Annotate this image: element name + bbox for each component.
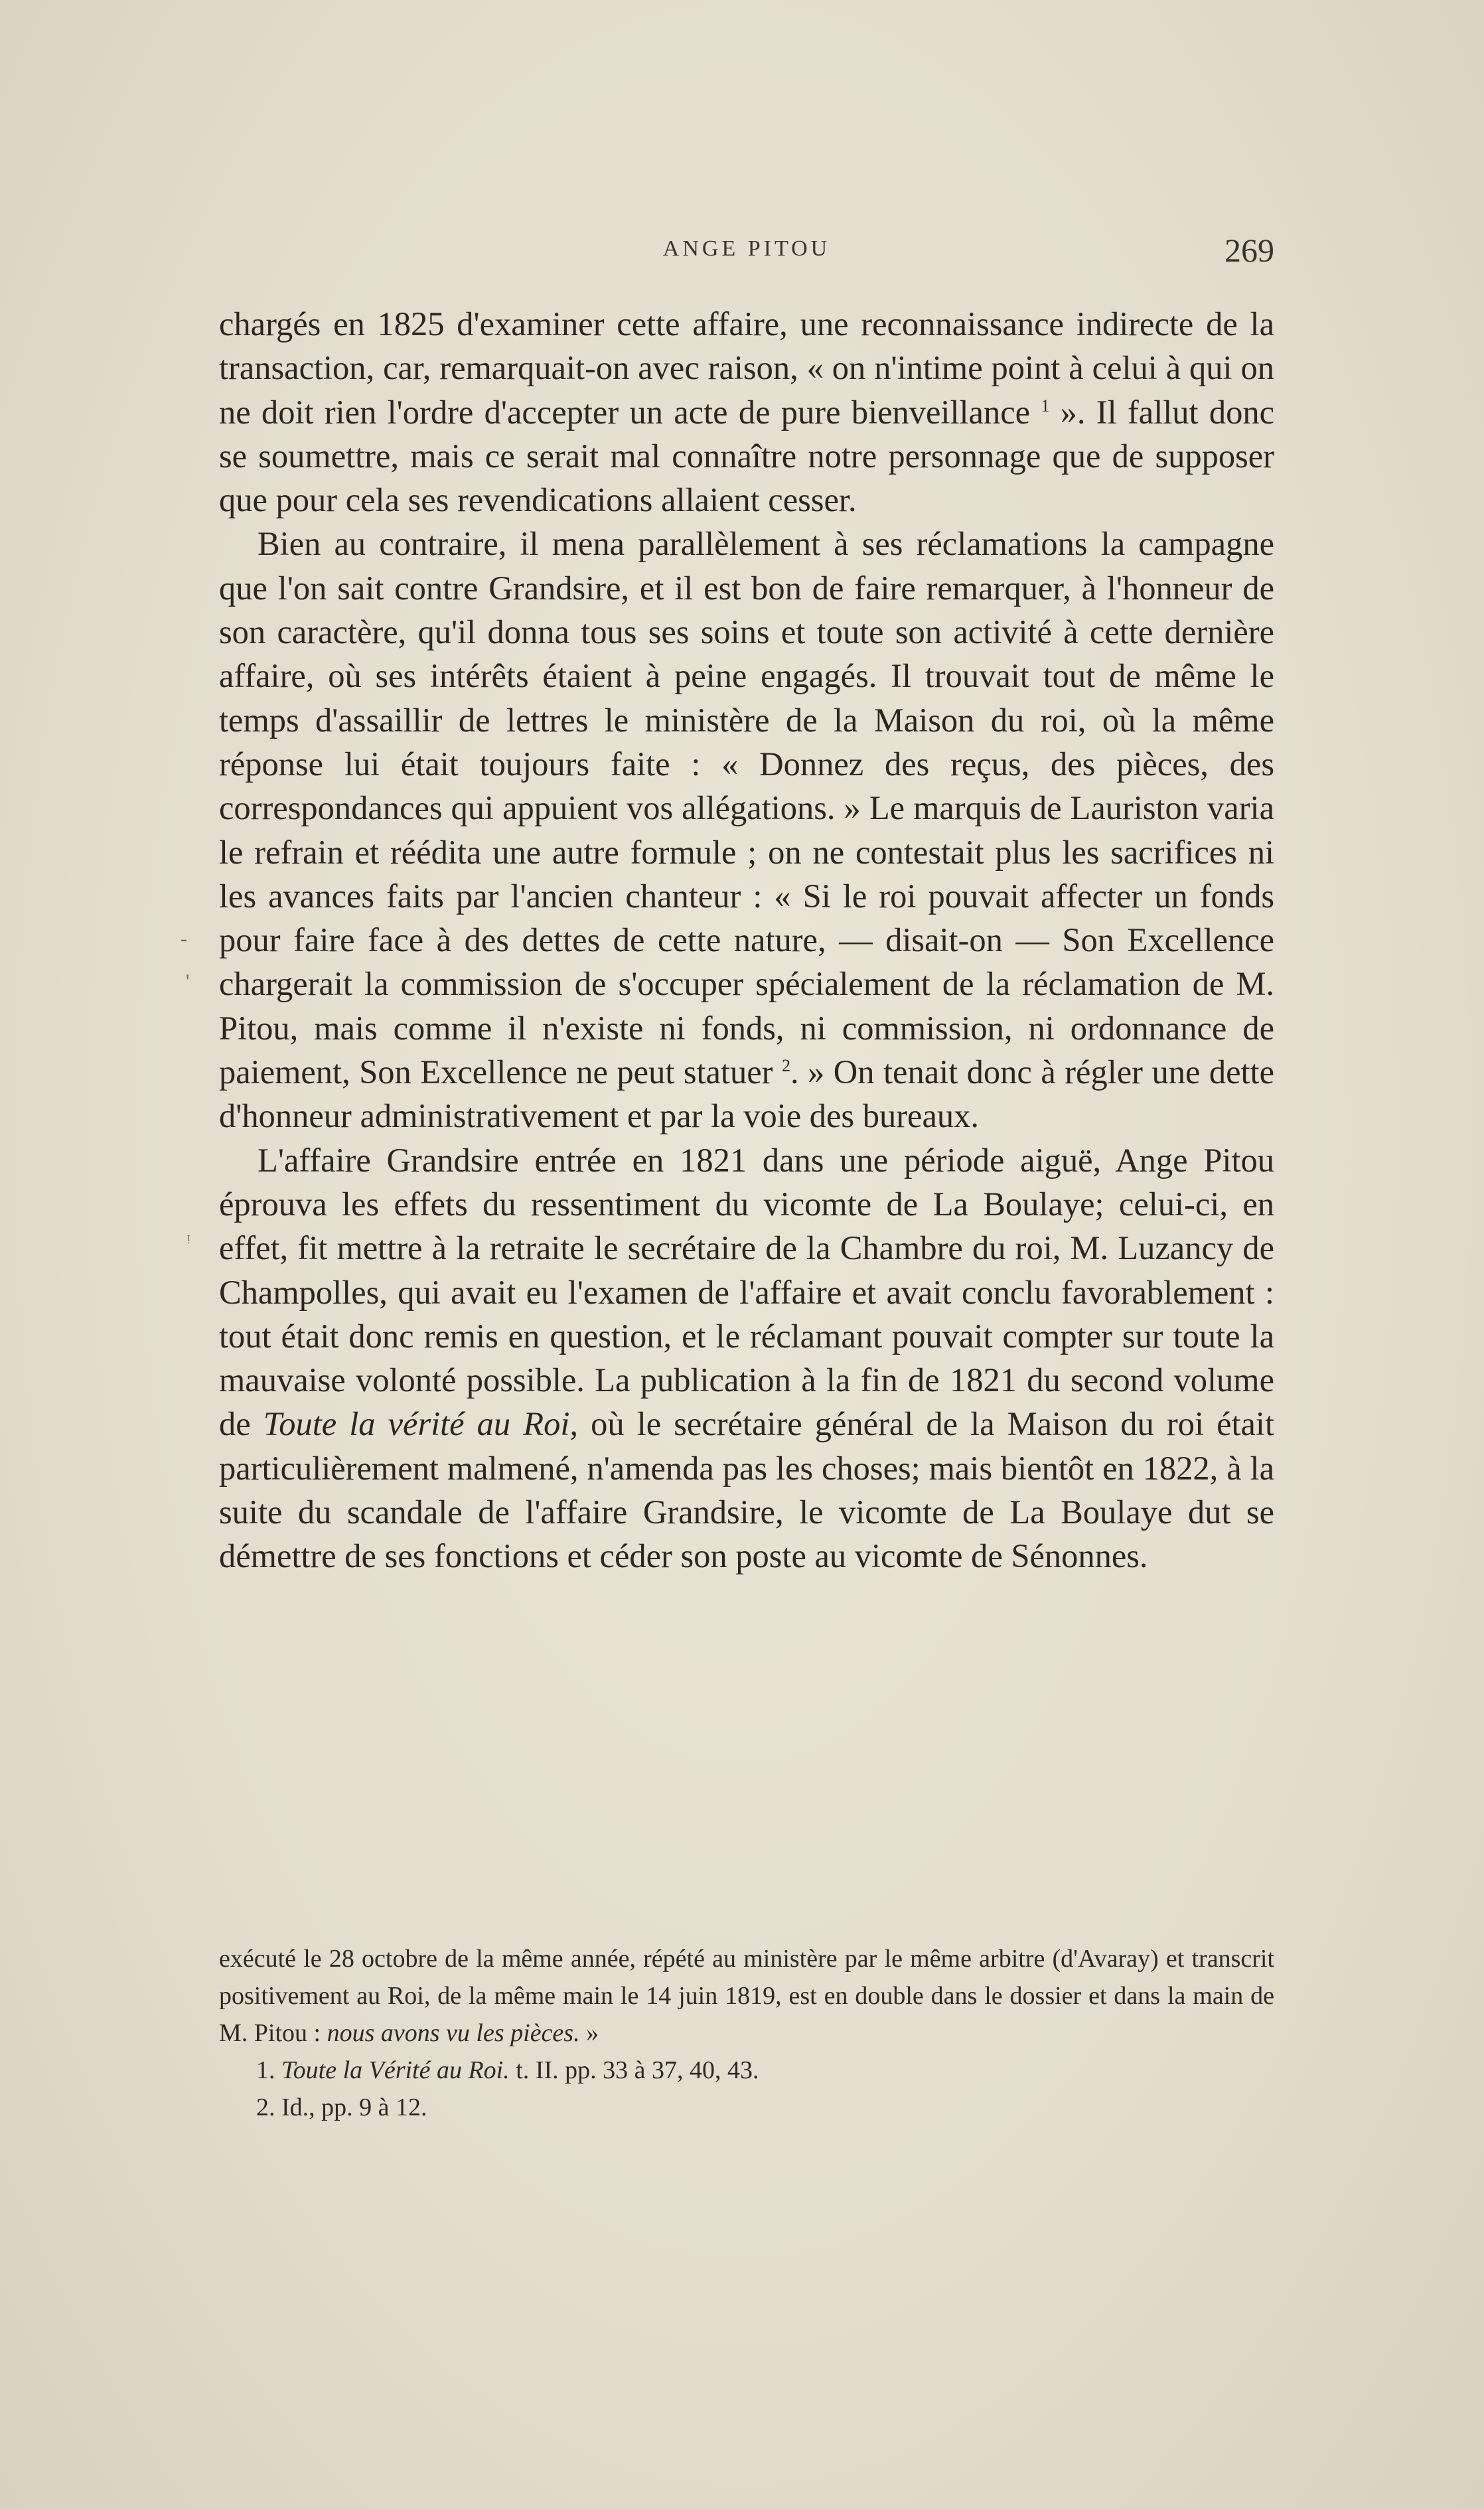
footnote-ref-1: 1	[1041, 396, 1050, 416]
running-head	[219, 231, 1274, 277]
running-title: ANGE PITOU	[662, 236, 831, 261]
body-text	[219, 302, 1274, 1578]
paragraph-1: chargés en 1825 d'examiner cette affaire, une reconnaissance indirecte de la transaction, car, remarquait-on avec raison, « on n'intime point à celui à qui on ne doit rien l'ordre d'accepter un acte de pure bienveillance $^1$ ». Il fallut donc se soumettre, mais ce serait mal connaître notre personnage que de supposer que pour cela ses revendications allaient cesser.	[219, 305, 1274, 519]
footnote-1: 1. Toute la Vérité au Roi. t. II. pp. 33 à 37, 40, 43.	[256, 2056, 759, 2084]
margin-mark: ᵎ	[187, 1229, 190, 1251]
footnotes	[219, 1940, 1274, 2126]
paragraph-2: Bien au contraire, il mena parallèlement à ses réclamations la campagne que l'on sait contre Grandsire, et il est bon de faire remarquer, à l'honneur de son caractère, qu'il donna tous ses soins et toute son activité à cette dernière affaire, où ses intérêts étaient à peine engagés. Il trouvait tout de même le temps d'assaillir de lettres le ministère de la Maison du roi, où la même réponse lui était toujours faite : « Donnez des reçus, des pièces, des correspondances qui appuient vos allégations. » Le marquis de Lauriston varia le refrain et réédita une autre formule ; on ne contestait plus les sacrifices ni les avances faits par l'ancien chanteur : « Si le roi pouvait affecter un fonds pour faire face à des dettes de cette nature, — disait-on — Son Excellence chargerait la commission de s'occuper spécialement de la réclamation de M. Pitou, mais comme il n'existe ni fonds, ni commission, ni ordonnance de paiement, Son Excellence ne peut statuer $^2$. » On tenait donc à régler une dette d'honneur administrativement et par la voie des bureaux.	[219, 525, 1274, 1135]
page-number: 269	[1224, 232, 1274, 269]
margin-mark: '	[186, 970, 190, 992]
footnote-ref-2: 2	[781, 1056, 790, 1076]
paragraph-3: L'affaire Grandsire entrée en 1821 dans une période aiguë, Ange Pitou éprouva les effets du ressentiment du vicomte de La Boulaye; celui-ci, en effet, fit mettre à la retraite le secrétaire de la Chambre du roi, M. Luzancy de Champolles, qui avait eu l'examen de l'affaire et avait conclu favorablement : tout était donc remis en question, et le réclamant pouvait compter sur toute la mauvaise volonté possible. La publication à la fin de 1821 du second volume de Toute la vérité au Roi, où le secrétaire général de la Maison du roi était particulièrement malmené, n'amenda pas les choses; mais bientôt en 1822, à la suite du scandale de l'affaire Grandsire, le vicomte de La Boulaye dut se démettre de ses fonctions et céder son poste au vicomte de Sénonnes.	[219, 1141, 1274, 1575]
footnote-continuation: exécuté le 28 octobre de la même année, répété au ministère par le même arbitre (d'Avaray) et transcrit positivement au Roi, de la même main le 14 juin 1819, est en double dans le dossier et dans la main de M. Pitou : nous avons vu les pièces. »	[219, 1945, 1274, 2047]
book-title: Toute la vérité au Roi,	[263, 1405, 579, 1443]
margin-mark: -	[181, 928, 187, 950]
footnote-2: 2. Id., pp. 9 à 12.	[256, 2093, 427, 2121]
